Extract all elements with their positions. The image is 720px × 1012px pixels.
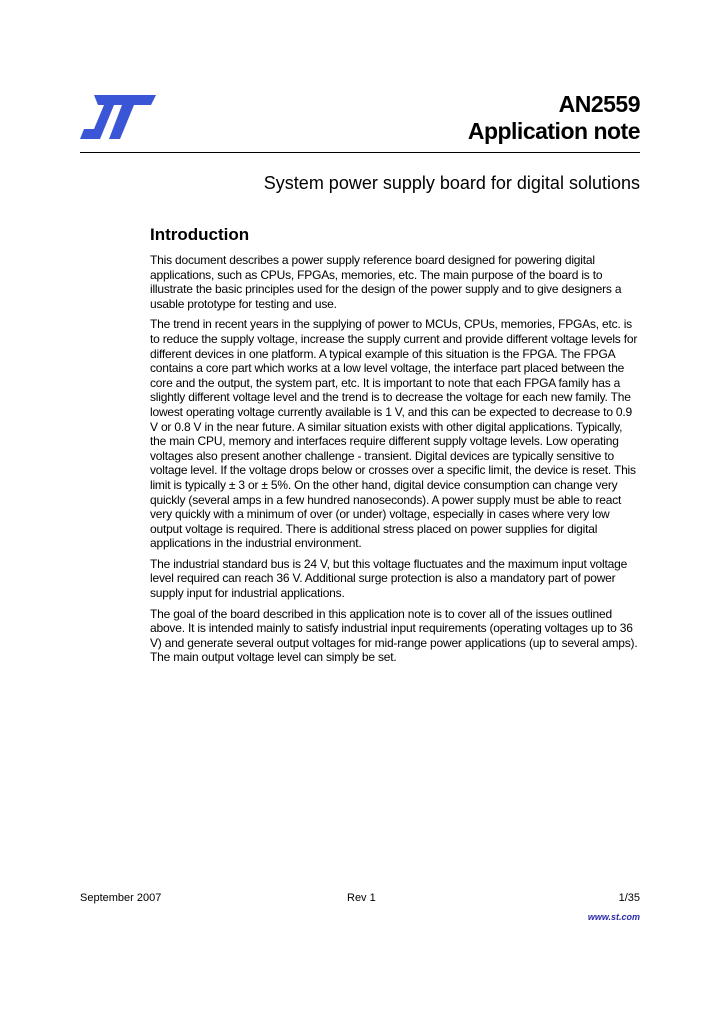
footer-revision: Rev 1 [347,892,376,904]
paragraph: The goal of the board described in this application note is to cover all of the issues outlined above. It is intended mainly to satisfy industrial input requirements (operating voltages up to 36 V) and generate several output voltages for mid-range power applications (up to several amps). The main output voltage level can simply be set. [150,606,638,665]
st-logo-icon [80,95,156,139]
paragraph: The industrial standard bus is 24 V, but this voltage fluctuates and the maximum input voltage level required can reach 36 V. Additional surge protection is also a mandatory part of power supply input for industrial applications. [150,556,628,601]
document-type: Application note [467,118,640,144]
section-heading: Introduction [150,225,250,244]
document-number: AN2559 [558,91,640,117]
body-text [150,253,640,671]
footer-date: September 2007 [80,892,162,904]
document-subtitle: System power supply board for digital solutions [263,173,640,193]
paragraph: This document describes a power supply reference board designed for powering digital applications, such as CPUs, FPGAs, memories, etc. The main purpose of the board is to illustrate the basic principles used for the design of the power supply and to give designers a usable prototype for testing and use. [150,253,622,311]
footer-page-number: 1/35 [618,892,640,904]
header-divider [80,152,640,153]
paragraph: The trend in recent years in the supplying of power to MCUs, CPUs, memories, FPGAs, etc. is to reduce the supply voltage, increase the supply current and provide different voltage levels for different devices in one platform. A typical example of this situation is the FPGA. The FPGA contains a core part which works at a low level voltage, the interface part placed between the core and the output, the system part, etc. It is important to note that each FPGA family has a slightly different voltage level and the trend is to decrease the voltage for each new family. The lowest operating voltage currently available is 1 V, and this can be expected to decrease to 0.9 V or 0.8 V in the near future. A similar situation exists with other digital applications. Typically, the main CPU, memory and interfaces require different supply voltage levels. Low operating voltages also present another challenge - transient. Digital devices are typically sensitive to voltage level. If the voltage drops below or crosses over a specific limit, the device is reset. This limit is typically ± 3 or ± 5%. On the other hand, digital device consumption can change very quickly (several amps in a few hundred nanoseconds). A power supply must be able to react very quickly with a minimum of over (or under) voltage, especially in cases where very low output voltage is required. There is additional stress placed on power supplies for digital applications in the industrial environment. [150,317,638,551]
footer-url-link[interactable]: www.st.com [587,912,640,922]
